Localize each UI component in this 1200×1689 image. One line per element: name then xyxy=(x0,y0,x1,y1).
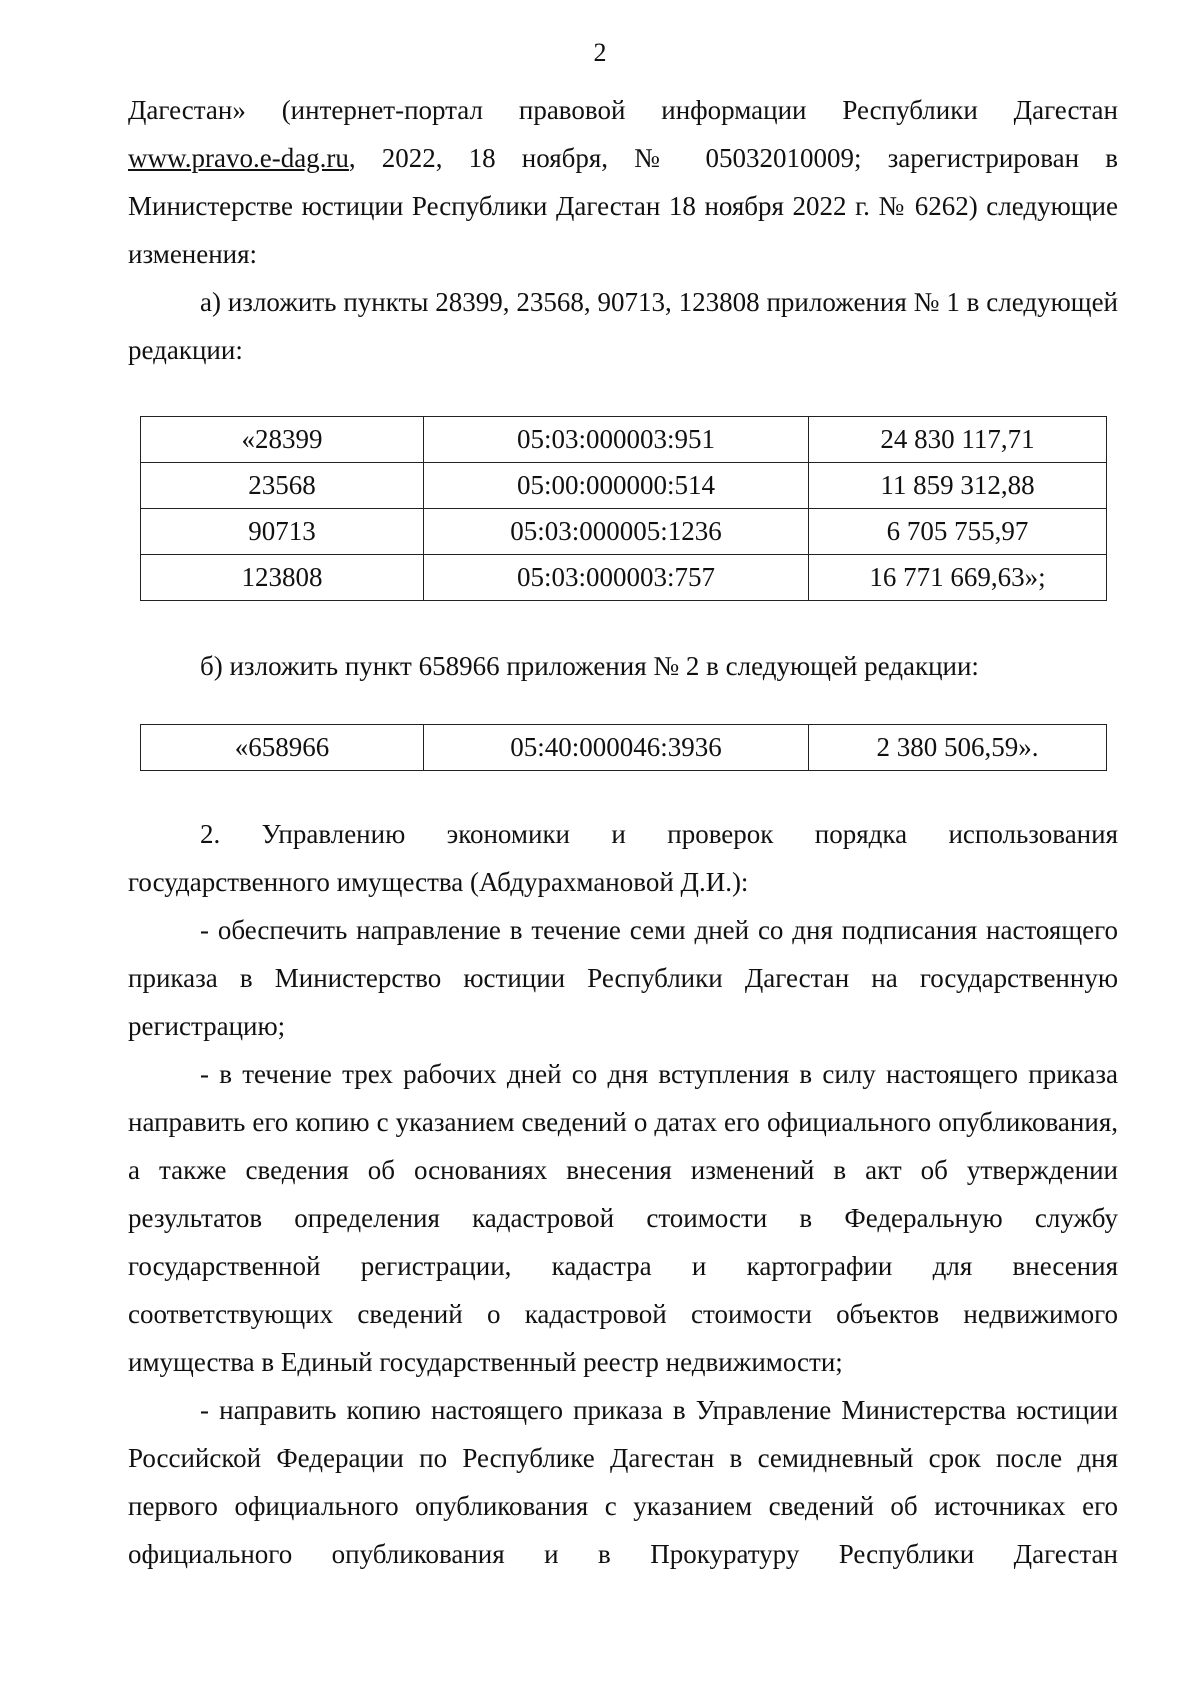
section-2-block xyxy=(128,810,1118,1578)
table-cell-item: 23568 xyxy=(141,463,424,509)
amendment-table-appendix-1 xyxy=(140,416,1107,601)
section-2-bullet-1: - обеспечить направление в течение семи дней со дня подписания настоящего приказа в Министерство юстиции Республики Дагестан на государственную регистрацию; xyxy=(128,915,1118,1041)
item-a: а) изложить пункты 28399, 23568, 90713, 123808 приложения № 1 в следующей редакции: xyxy=(128,287,1118,365)
table-cell-value: 24 830 117,71 xyxy=(809,417,1107,463)
section-2-heading: 2. Управлению экономики и проверок порядка использования государственного имущества (Абдурахмановой Д.И.): xyxy=(128,819,1118,897)
section-2-bullet-3: - направить копию настоящего приказа в Управление Министерства юстиции Российской Федерации по Республике Дагестан в семидневный срок после дня первого официального опубликования с указанием сведений об источниках его официального опубликования и в Прокуратуру Республики Дагестан xyxy=(128,1395,1118,1569)
table-row xyxy=(141,555,1107,601)
table-cell-value: 11 859 312,88 xyxy=(809,463,1107,509)
table-cell-value: 2 380 506,59». xyxy=(809,725,1107,771)
table-cell-cadastral-number: 05:00:000000:514 xyxy=(424,463,809,509)
page-number: 2 xyxy=(593,38,607,67)
intro-block xyxy=(128,86,1118,374)
table-cell-item: «28399 xyxy=(141,417,424,463)
intro-line1: Дагестан» (интернет-портал правовой информации Республики Дагестан xyxy=(128,95,1118,125)
table-cell-item: 90713 xyxy=(141,509,424,555)
table-row xyxy=(141,509,1107,555)
table-row xyxy=(141,463,1107,509)
table-cell-cadastral-number: 05:03:000003:757 xyxy=(424,555,809,601)
table-row xyxy=(141,725,1107,771)
portal-link[interactable]: www.pravo.e-dag.ru xyxy=(128,143,349,173)
item-b: б) изложить пункт 658966 приложения № 2 в следующей редакции: xyxy=(200,651,979,681)
table-cell-item: 123808 xyxy=(141,555,424,601)
intro-paragraph xyxy=(128,134,1118,278)
section-2-bullet-2: - в течение трех рабочих дней со дня вступления в силу настоящего приказа направить его копию с указанием сведений о датах его официального опубликования, а также сведения об основаниях внесения изменений в акт об утверждении результатов определения кадастровой стоимости в Федеральную службу государственной регистрации, кадастра и картографии для внесения соответствующих сведений о кадастровой стоимости объектов недвижимого имущества в Единый государственный реестр недвижимости; xyxy=(128,1059,1118,1377)
table-cell-value: 16 771 669,63»; xyxy=(809,555,1107,601)
table-cell-value: 6 705 755,97 xyxy=(809,509,1107,555)
table-cell-cadastral-number: 05:40:000046:3936 xyxy=(424,725,809,771)
table-cell-item: «658966 xyxy=(141,725,424,771)
intro-rest: , 2022, 18 ноября, № 05032010009; зарегистрирован в Министерстве юстиции Республики Дагестан 18 ноября 2022 г. № 6262) следующие изменения: xyxy=(128,143,1118,269)
table-cell-cadastral-number: 05:03:000003:951 xyxy=(424,417,809,463)
amendment-table-appendix-2 xyxy=(140,724,1107,771)
item-b-block xyxy=(128,642,1118,690)
table-cell-cadastral-number: 05:03:000005:1236 xyxy=(424,509,809,555)
table-row xyxy=(141,417,1107,463)
